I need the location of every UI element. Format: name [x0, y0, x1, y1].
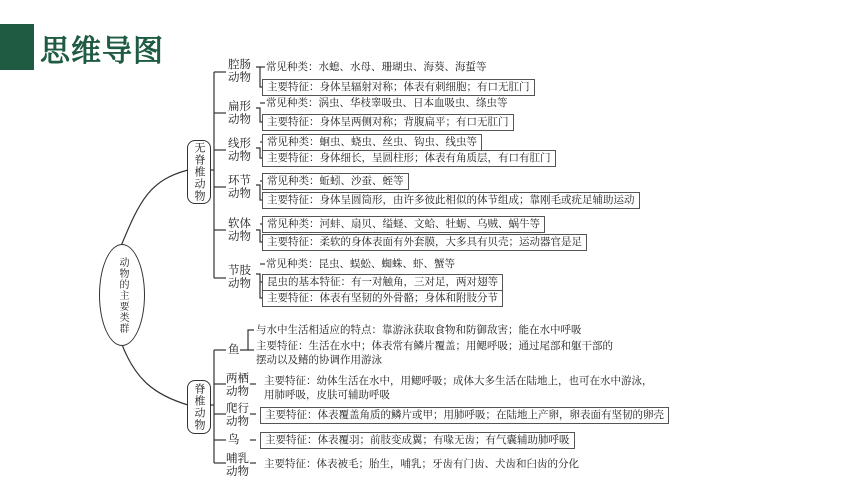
coelenterate-common: 常见种类：水螅、水母、珊瑚虫、海葵、海蜇等	[266, 61, 487, 73]
category-mammal: 哺乳 动物	[226, 451, 249, 478]
reptile-feature: 主要特征：体表覆盖角质的鳞片或甲；用肺呼吸；在陆地上产卵，卵表面有坚韧的卵壳	[260, 407, 669, 424]
flatworm-feature: 主要特征：身体呈两侧对称；背腹扁平；有口无肛门	[262, 114, 514, 131]
fish-feature: 主要特征：生活在水中；体表常有鳞片覆盖；用鳃呼吸；通过尾部和躯干部的 摆动以及鳍的协调作用游泳	[256, 340, 613, 366]
category-arthropod: 节肢 动物	[228, 263, 251, 290]
page-title: 思维导图	[40, 34, 164, 69]
category-bird: 鸟	[228, 432, 240, 446]
roundworm-feature: 主要特征：身体细长，呈圆柱形；体表有角质层，有口有肛门	[262, 150, 556, 167]
annelid-feature: 主要特征：身体呈圆筒形，由许多彼此相似的体节组成；靠刚毛或疣足辅助运动	[262, 192, 640, 209]
amphibian-feature: 主要特征：幼体生活在水中，用鳃呼吸；成体大多生活在陆地上，也可在水中游泳， 用肺呼吸，皮肤可辅助呼吸	[264, 375, 653, 401]
category-fish: 鱼	[228, 342, 240, 356]
arthropod-insect: 昆虫的基本特征：有一对触角，三对足，两对翅等	[262, 274, 503, 291]
category-coelenterate: 腔肠 动物	[228, 57, 251, 84]
category-mollusk: 软体 动物	[228, 216, 251, 243]
category-reptile: 爬行 动物	[226, 401, 249, 428]
mollusk-common: 常见种类：河蚌、扇贝、缢蛏、文蛤、牡蛎、乌贼、蜗牛等	[262, 216, 545, 233]
roundworm-common: 常见种类：蛔虫、蛲虫、丝虫、钩虫、线虫等	[262, 134, 482, 151]
root-node	[99, 244, 145, 346]
category-flatworm: 扁形 动物	[228, 99, 251, 126]
category-roundworm: 线形 动物	[228, 136, 251, 163]
mollusk-feature: 主要特征：柔软的身体表面有外套膜，大多具有贝壳；运动器官是足	[262, 234, 587, 251]
invertebrate-group	[187, 140, 211, 204]
flatworm-common: 常见种类：涡虫、华枝睾吸虫、日本血吸虫、绦虫等	[266, 97, 508, 109]
mammal-feature: 主要特征：体表被毛；胎生，哺乳；牙齿有门齿、犬齿和臼齿的分化	[264, 458, 579, 470]
arthropod-common: 常见种类：昆虫、蜈蚣、蜘蛛、虾、蟹等	[266, 258, 455, 270]
vertebrate-group	[187, 380, 211, 434]
coelenterate-feature: 主要特征：身体呈辐射对称；体表有刺细胞；有口无肛门	[262, 79, 535, 96]
annelid-common: 常见种类：蚯蚓、沙蚕、蛭等	[262, 173, 409, 190]
arthropod-feature: 主要特征：体表有坚韧的外骨骼；身体和附肢分节	[262, 290, 503, 307]
root-label: 动物的主要类群	[117, 256, 128, 334]
invertebrate-label: 无脊椎动物	[193, 142, 206, 202]
category-amphibian: 两栖 动物	[226, 371, 249, 398]
fish-adaptation: 与水中生活相适应的特点：靠游泳获取食物和防御敌害；能在水中呼吸	[256, 324, 582, 336]
category-annelid: 环节 动物	[228, 173, 251, 200]
vertebrate-label: 脊椎动物	[193, 383, 206, 431]
bird-feature: 主要特征：体表覆羽；前肢变成翼；有喙无齿；有气囊辅助肺呼吸	[260, 432, 575, 449]
